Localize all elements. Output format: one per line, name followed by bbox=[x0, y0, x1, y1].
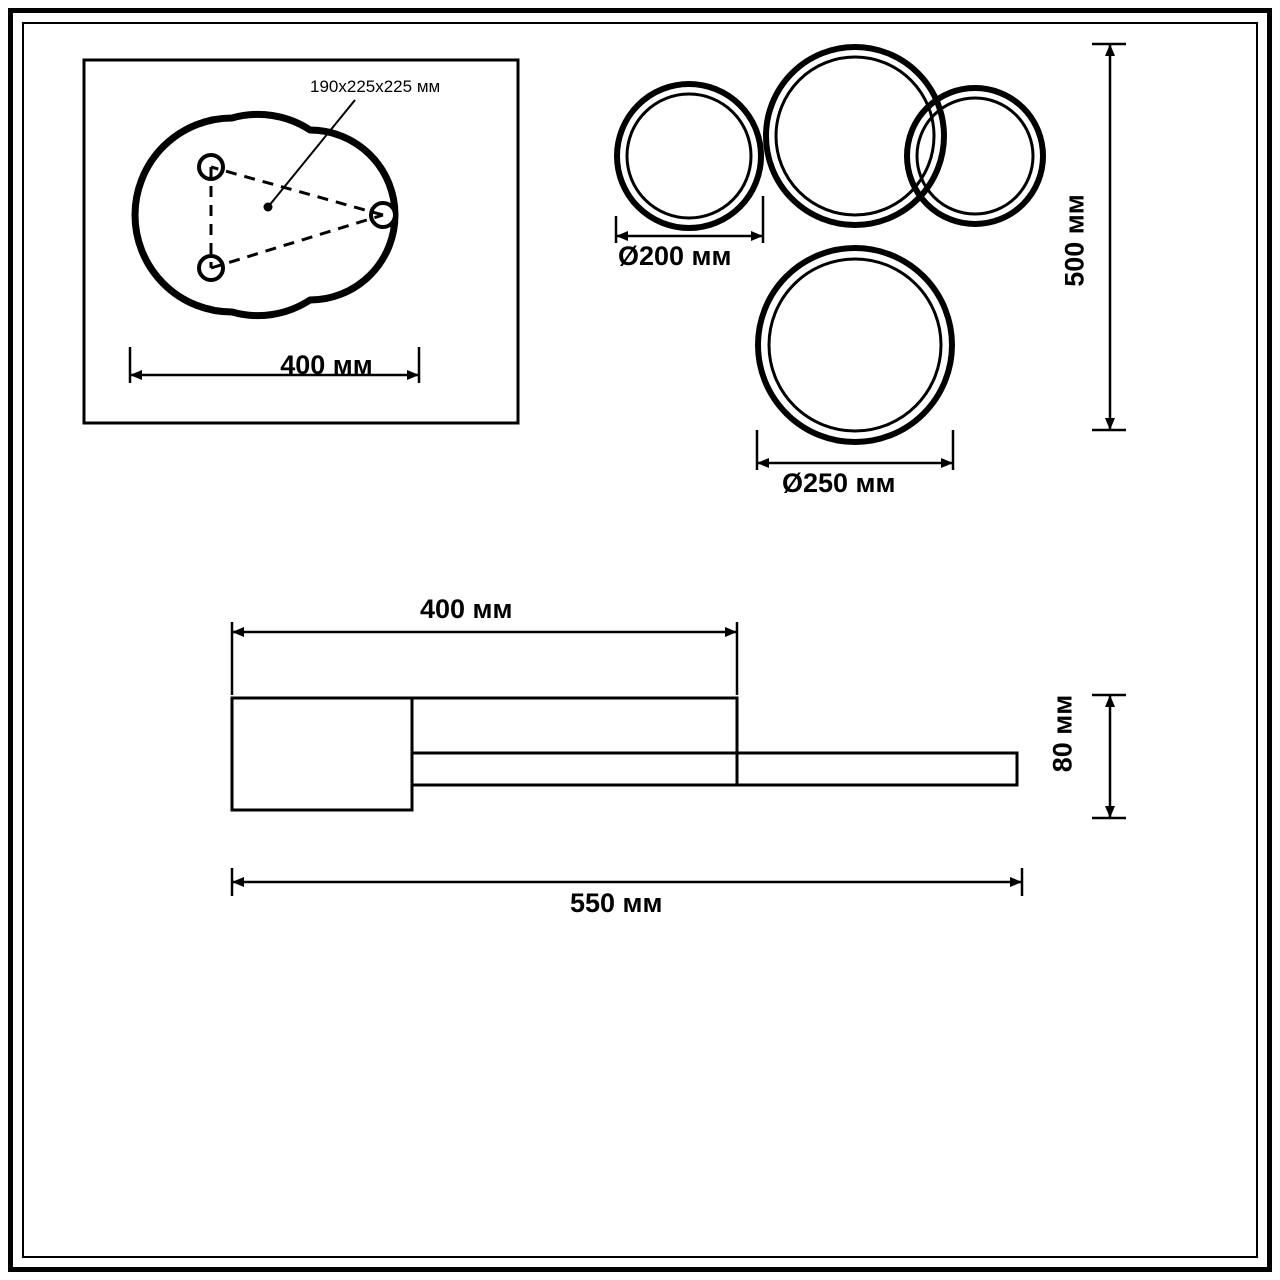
side-view-body bbox=[232, 698, 1017, 810]
ring-large-diameter-label: Ø250 мм bbox=[782, 468, 896, 498]
ring-top-left bbox=[617, 84, 761, 228]
side-thickness-label: 80 мм bbox=[1047, 694, 1078, 773]
side-top-width-dimension bbox=[232, 622, 737, 695]
side-bottom-width-label: 550 мм bbox=[570, 888, 663, 918]
ring-top-right bbox=[907, 88, 1043, 224]
side-top-width-label: 400 мм bbox=[420, 594, 513, 624]
mounting-callout-label: 190x225x225 мм bbox=[310, 77, 441, 96]
overall-height-label: 500 мм bbox=[1059, 194, 1090, 287]
ring-large-dimension bbox=[757, 430, 953, 470]
ring-bottom-large bbox=[758, 248, 952, 442]
ring-small-diameter-label: Ø200 мм bbox=[618, 241, 732, 271]
mounting-plate-width-label: 400 мм bbox=[280, 350, 373, 380]
overall-height-dimension bbox=[1092, 44, 1126, 430]
ring-center-large bbox=[766, 47, 944, 225]
mounting-plate-outline bbox=[135, 114, 395, 315]
callout-point bbox=[264, 203, 273, 212]
side-thickness-dimension bbox=[1092, 695, 1126, 818]
